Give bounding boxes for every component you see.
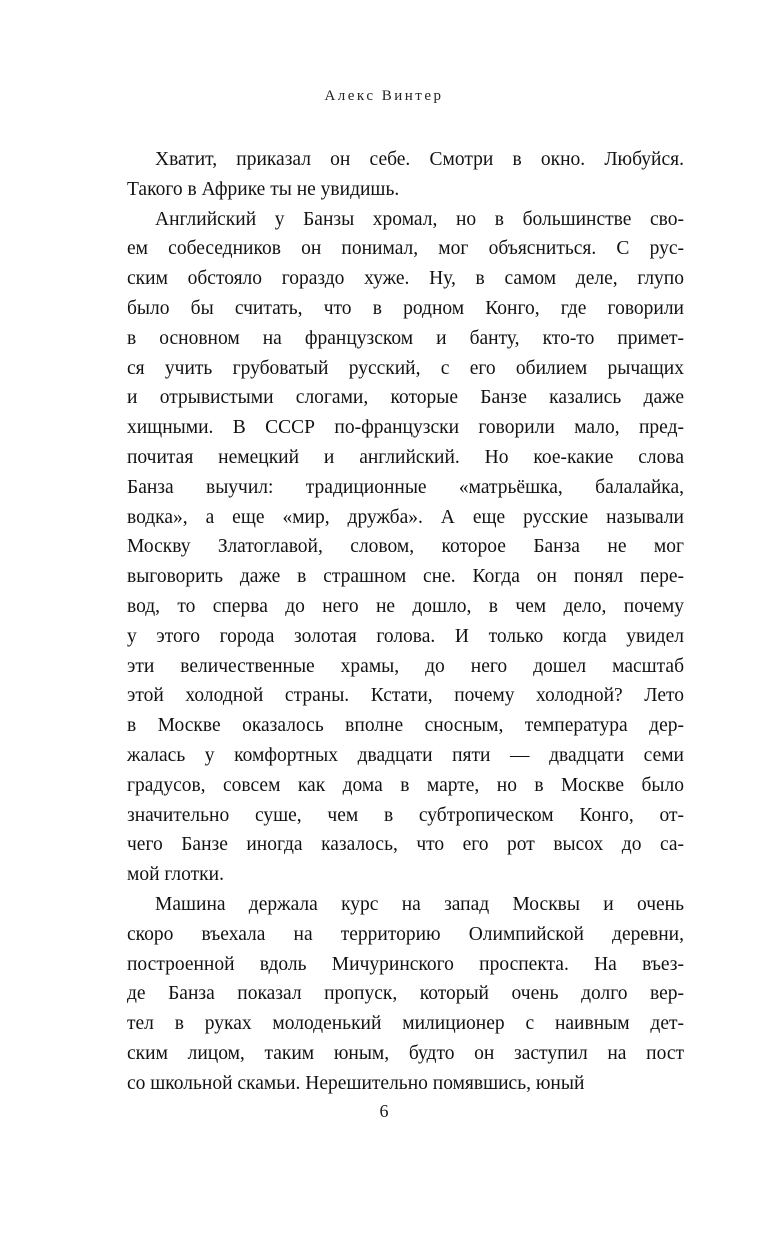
text-line: со школьной скамьи. Нерешительно помявшись, юный [127,1072,585,1094]
text-line: мой глотки. [127,864,224,886]
text-line: вод, то сперва до него не дошло, в чем дело, почему [127,595,684,617]
text-line: Английский у Банзы хромал, но в большинстве сво- [155,208,684,230]
text-line: Банза выучил: традиционные «матрьёшка, балалайка, [127,476,684,498]
text-line: Хватит, приказал он себе. Смотри в окно. Любуйся. [155,149,684,170]
text-line: и отрывистыми слогами, которые Банзе казались даже [127,387,684,409]
text-line: ским лицом, таким юным, будто он заступил на пост [127,1042,684,1064]
text-line: де Банза показал пропуск, который очень долго вер- [127,983,684,1005]
text-line: у этого города золотая голова. И только когда увидел [127,625,684,647]
text-line: Машина держала курс на запад Москвы и очень [155,893,684,915]
text-line: почитая немецкий и английский. Но кое-какие слова [127,446,684,468]
text-line: в основном на французском и банту, кто-то примет- [127,327,684,349]
text-line: Москву Златоглавой, словом, которое Банза не мог [127,536,684,558]
text-line: эти величественные храмы, до него дошел масштаб [127,655,684,677]
text-line: значительно суше, чем в субтропическом Конго, от- [127,804,684,826]
text-line: ся учить грубоватый русский, с его обилием рычащих [127,357,684,379]
text-line: скоро въехала на территорию Олимпийской деревни, [127,923,684,945]
text-line: в Москве оказалось вполне сносным, температура дер- [127,715,684,737]
page-number: 6 [379,1101,389,1121]
text-line: жалась у комфортных двадцати пяти — двадцати семи [127,744,684,766]
text-line: было бы считать, что в родном Конго, где говорили [127,297,684,319]
text-line: Такого в Африке ты не увидишь. [127,178,400,200]
text-line: градусов, совсем как дома в марте, но в Москве было [127,774,684,796]
text-line: выговорить даже в страшном сне. Когда он понял пере- [127,566,684,588]
text-line: водка», а еще «мир, дружба». А еще русские называли [127,506,684,528]
text-line: этой холодной страны. Кстати, почему холодной? Лето [127,685,684,707]
text-line: хищными. В СССР по-французски говорили мало, пред- [127,417,684,439]
running-header-author: Алекс Винтер [324,88,444,104]
text-line: ем собеседников он понимал, мог объясниться. С рус- [127,238,684,260]
text-line: ским обстояло гораздо хуже. Ну, в самом деле, глупо [127,268,684,290]
text-line: тел в руках молоденький милиционер с наивным дет- [127,1013,684,1035]
text-block [127,145,684,1099]
text-line: построенной вдоль Мичуринского проспекта. На въез- [127,953,684,975]
text-line: чего Банзе иногда казалось, что его рот высох до са- [127,834,684,856]
